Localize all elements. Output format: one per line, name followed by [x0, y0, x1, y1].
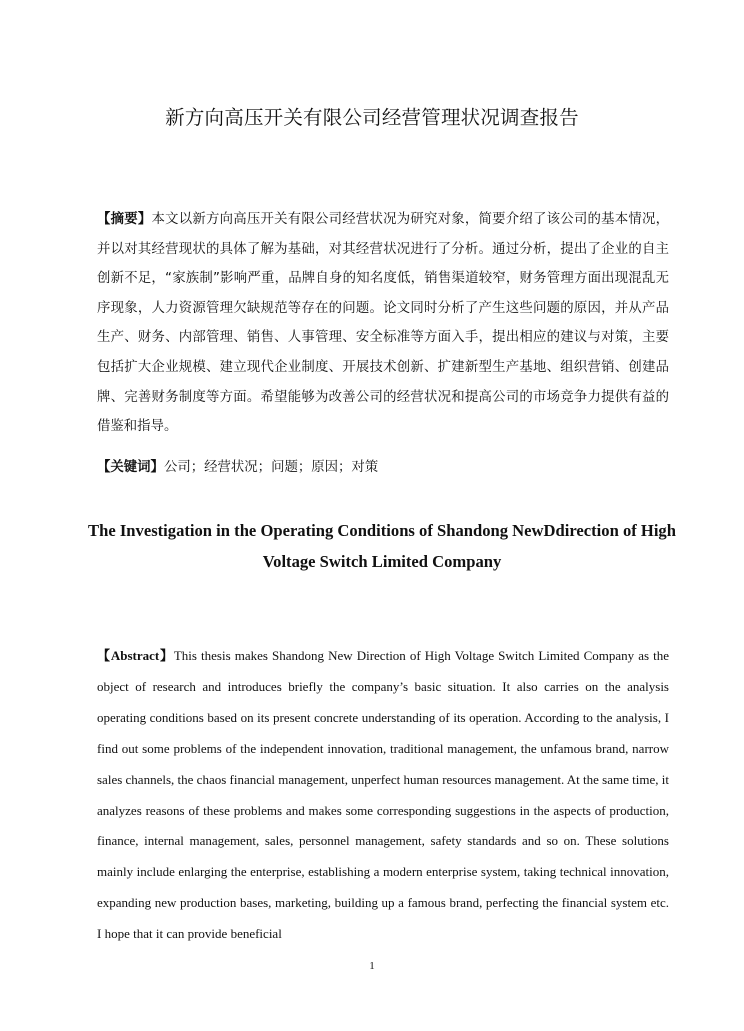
chinese-keywords-text: 公司；经营状况；问题；原因；对策 [163, 460, 379, 475]
chinese-title: 新方向高压开关有限公司经营管理状况调查报告 [165, 106, 579, 129]
page-number: 1 [369, 960, 375, 972]
chinese-abstract [97, 205, 669, 442]
chinese-abstract-text: 本文以新方向高压开关有限公司经营状况为研究对象，简要介绍了该公司的基本情况，并以对其经营现状的具体了解为基础，对其经营状况进行了分析。通过分析，提出了企业的自主创新不足，“家族制”影响严重，品牌自身的知名度低，销售渠道较窄，财务管理方面出现混乱无序现象，人力资源管理欠缺规范等存在的问题。论文同时分析了产生这些问题的原因，并从产品生产、财务、内部管理、销售、人事管理、安全标准等方面入手，提出相应的建议与对策，主要包括扩大企业规模、建立现代企业制度、开展技术创新、扩建新型生产基地、组织营销、创建品牌、完善财务制度等方面。希望能够为改善公司的经营状况和提高公司的市场竞争力提供有益的借鉴和指导。 [97, 212, 669, 435]
english-abstract-text: This thesis makes Shandong New Direction of High Voltage Switch Limited Company as the object of research and introduces briefly the company’s basic situation. It also carries on the analysis operating conditions based on its present concrete understanding of its operation. According to the analysis, I find out some problems of the independent innovation, traditional management, the unfamous brand, narrow sales channels, the chaos financial management, unperfect human resources management. At the same time, it analyzes reasons of these problems and makes some corresponding suggestions in the aspects of production, finance, internal management, sales, personnel management, safety standards and so on. These solutions mainly include enlarging the enterprise, establishing a modern enterprise system, taking technical innovation, expanding new production bases, marketing, building up a famous brand, perfecting the financial system etc. I hope that it can provide beneficial [97, 648, 669, 942]
english-title: The Investigation in the Operating Conditions of Shandong NewDdirection of High Voltage Switch Limited Company [88, 521, 676, 571]
english-abstract [97, 641, 669, 950]
english-abstract-label: 【Abstract】 [97, 648, 174, 663]
chinese-keywords [97, 453, 669, 482]
chinese-keywords-label: 【关键词】 [97, 460, 164, 475]
chinese-abstract-label: 【摘要】 [97, 212, 152, 227]
